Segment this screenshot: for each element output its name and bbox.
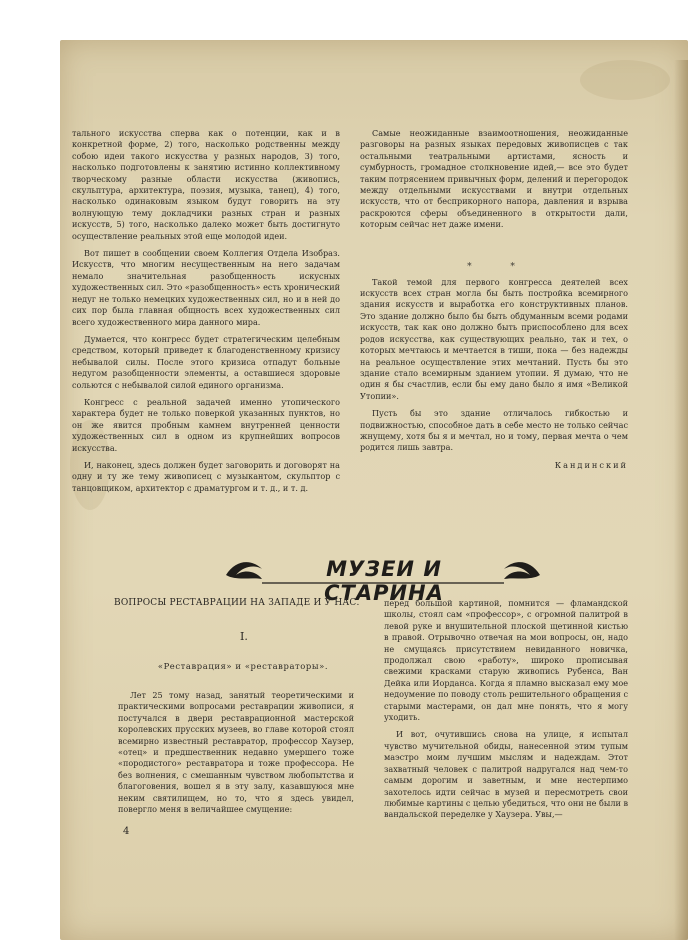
- bottom-left-column: [118, 690, 354, 821]
- bottom-right-paragraph: И вот, очутившись снова на улице, я испытал чувство мучительной обиды, нанесенной этим тупым маэстро моим лучшим мыслям и надеждам. Этот захватный человек с палитрой надругался над чем-то самым дорогим и заветным, и мне нестерпимо захотелось идти сейчас в музей и пересмотреть свои любимые картины с целью убедиться, что они не были в вандальской переделке у Хаузера. Увы,—: [384, 729, 628, 820]
- paper-stain: [580, 60, 670, 100]
- paper-edge-shadow: [674, 60, 688, 940]
- section-break-stars: * *: [467, 262, 533, 272]
- top-left-paragraph: Вот пишет в сообщении своем Коллегия Отдела Изобраз. Искусств, что многим несущественным на него задачам немало значительная разобщенность искусных художественных сил. Это «разобщенность» есть хронический недуг не только немецких художественных сил, но и в ней до сих пор была главная общность всех художественных сил всего художественного мира данного мира.: [72, 248, 340, 327]
- section-banner: [222, 553, 544, 605]
- ornament-leaf-right: [504, 562, 540, 579]
- top-left-paragraph: И, наконец, здесь должен будет заговорить и договорят на одну и ту же тему живописец с музыкантом, скульптор с танцовщиком, архитектор с драматургом и т. д., и т. д.: [72, 459, 340, 493]
- top-right-paragraph: Пусть бы это здание отличалось гибкостью и подвижностью, способное дать в себе место не только сейчас жнущему, хотя бы я и мечтал, но и тому, первая мечта о чем родится лишь завтра.: [360, 408, 628, 453]
- bottom-right-column: [384, 598, 628, 827]
- banner-title: МУЗЕИ И СТАРИНА: [324, 557, 444, 605]
- ornament-leaf-left: [226, 562, 262, 579]
- bottom-right-paragraph: перед большой картиной, помнится — фламандской школы, стоял сам «профессор», с огромной палитрой в левой руке и внушительной плоской щетинной кистью в правой. Отрывочно отвечая на мои вопросы, он, надо не смущаясь присутствием невиданного новичка, продолжал свою «работу», широко прописывая свежими красками старую живопись Рубенса, Ван Дейка или Иорданса. Когда я пламно высказал ему мое недоумение по поводу столь решительного обращения с старыми мастерами, он дал мне понять, что я могу уходить.: [384, 598, 628, 723]
- bottom-left-paragraph: Лет 25 тому назад, занятый теоретическими и практическими вопросами реставрации живописи, я постучался в двери реставрационной мастерской королевских прусских музеев, во главе которой стоял всемирно известный реставратор, профессор Хаузер, «отец» и предшественник недавно умершего тоже «породистого» реставратора и тоже профессора. Не без волнения, с смешанным чувством любопытства и благоговения, вошел я в эту залу, казавшуюся мне неким святилищем, но то, что я здесь увидел, повергло меня в величайшее смущение:: [118, 690, 354, 815]
- top-left-paragraph: Конгресс с реальной задачей именно утопического характера будет не только поверкой указанных пунктов, но он же явится пробным камнем внутренней ценности художественных сил в одном из крупнейших вопросов искусства.: [72, 396, 340, 453]
- article-subtitle: «Реставрация» и «реставраторы».: [157, 661, 329, 671]
- top-right-paragraph: Такой темой для первого конгресса деятелей всех искусств всех стран могла бы быть постройка всемирного здания искусств и выработка его конструктивных планов. Это здание должно было бы быть обдуманным всеми родами искусств, так как оно должно быть приспособлено для всех родов искусства, как существующих реально, так и тех, о которых мечтаюсь и мечтается в тиши, пока — без надежды на реальное осуществление этих мечтаний. Пусть бы это здание стало всемирным зданием утопии. Я думаю, что не один я бы счастлив, если бы ему дано было я имя «Великой Утопии».: [360, 276, 628, 401]
- article-title: ВОПРОСЫ РЕСТАВРАЦИИ НА ЗАПАДЕ И У НАС.: [114, 598, 360, 608]
- top-left-column: [72, 128, 340, 500]
- top-left-paragraph: Думается, что конгресс будет стратегическим целебным средством, который приведет к благоденственному кризису небывалой силы. После этого кризиса отпадут больные недугом разобщенности элементы, а оставшиеся здоровые сольются с небывалой силой единого организма.: [72, 333, 340, 390]
- author-signature: Кандинский: [554, 459, 628, 470]
- page-number: 4: [123, 826, 130, 837]
- top-right-paragraph: Самые неожиданные взаимоотношения, неожиданные разговоры на разных языках передовых живописцев с так остальными театральными артистами, ясность и сумбурность, громадное столкновение идей,— все это будет таким потрясением привычных форм, делений и перегородок между отдельными искусствами и внутри отдельных искусств, что от бесприкорного напора, давления и взрыва раскроются сферы объединенного в открытости дали, которым сейчас нет даже имени.: [360, 128, 628, 230]
- top-right-column: [360, 128, 628, 471]
- top-left-paragraph: тального искусства сперва как о потенции, как и в конкретной форме, 2) того, насколько родственны между собою идеи такого искусства у разных народов, 3) того, насколько подготовлены к занятию истинно коллективному творческому разные области искусства (живопись, скульптура, архитектура, поэзия, музыка, танец), 4) того, насколько одинаковым языком будут говорить на эту волнующую тему докладчики разных стран и разных искусств, 5) того, насколько далеко может быть достигнуто осуществление реальных этой еще молодой идеи.: [72, 128, 340, 241]
- article-part-number: I.: [240, 630, 248, 643]
